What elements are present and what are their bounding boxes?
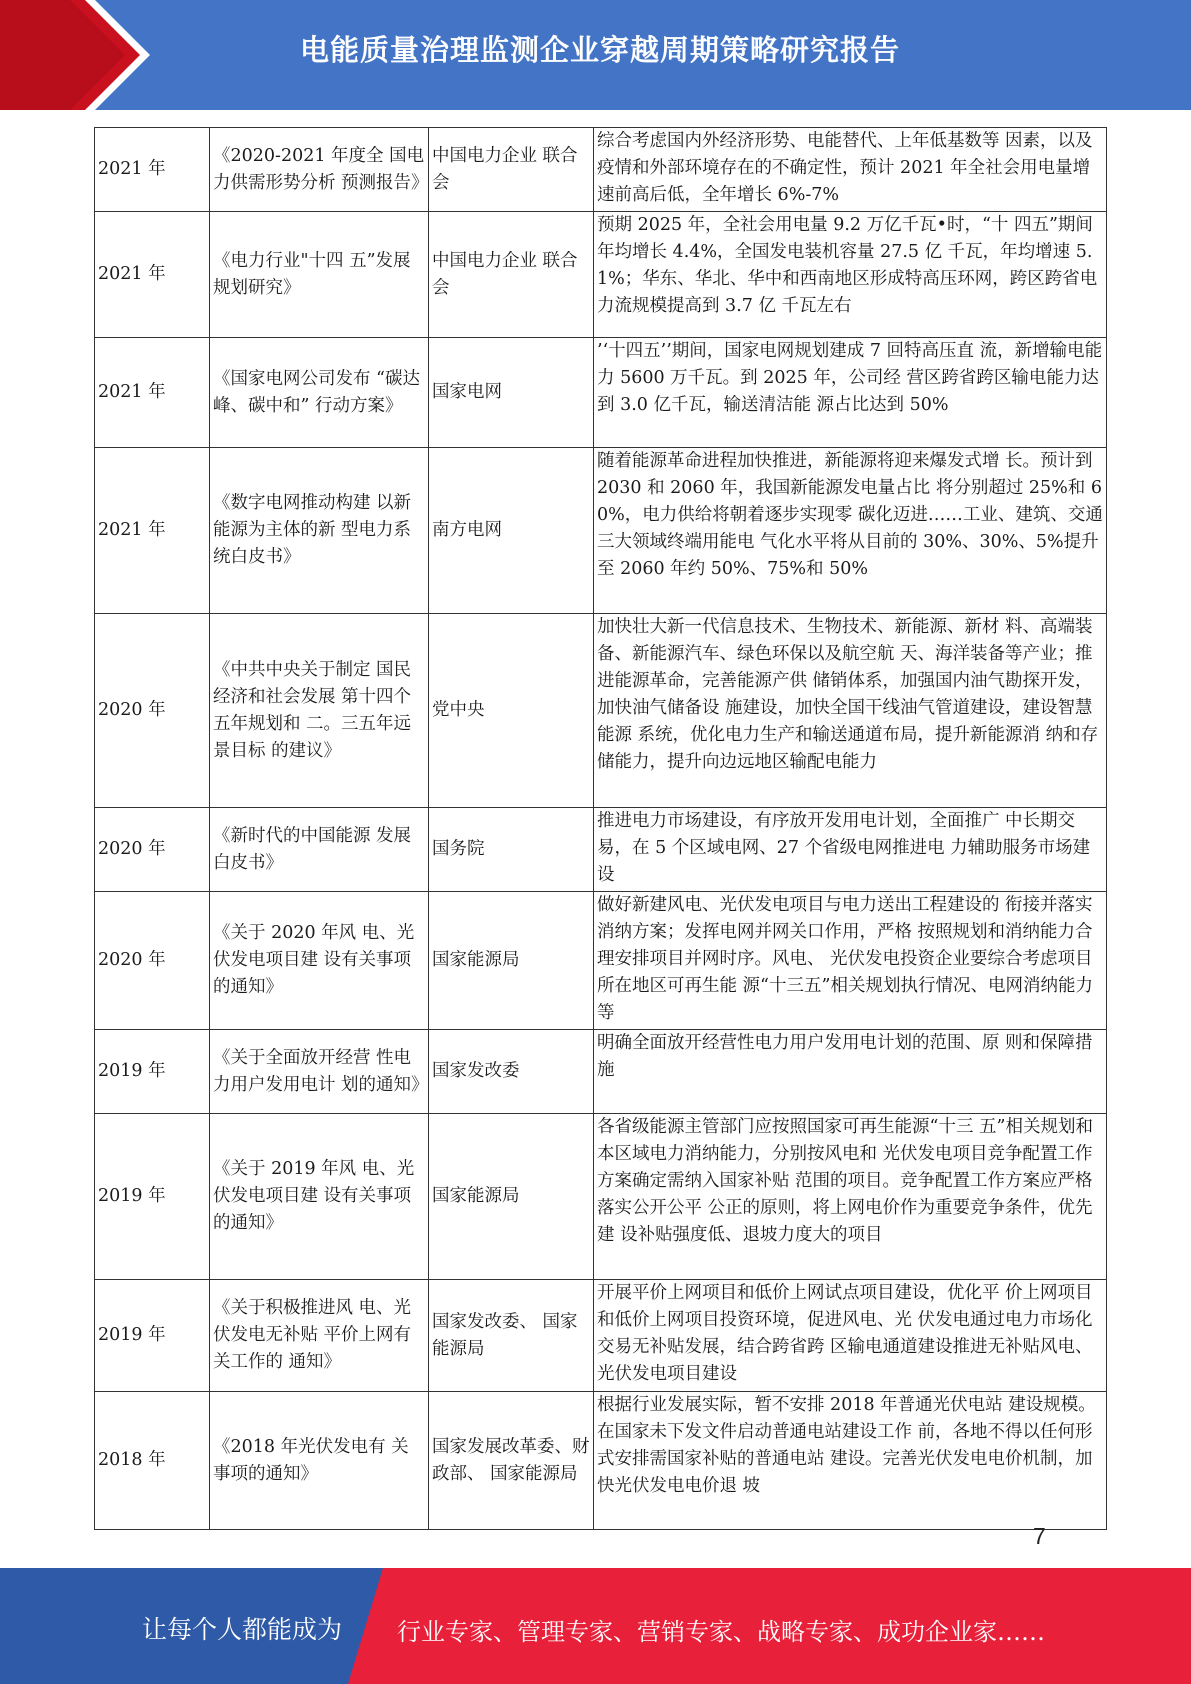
year-cell: 2021 年 [95,448,210,614]
content-cell: 各省级能源主管部门应按照国家可再生能源“十三 五”相关规划和本区域电力消纳能力，分别按风电和 光伏发电项目竞争配置工作方案确定需纳入国家补贴 范围的项目。竞争配置工作方案应严格落实公开公平 公正的原则，将上网电价作为重要竞争条件，优先建 设补贴强度低、退坡力度大的项目 [594,1114,1107,1280]
footer-slogan-left: 让每个人都能成为 [142,1615,343,1644]
table-row [95,1392,1107,1530]
issuer-cell: 南方电网 [429,448,594,614]
content-cell: 根据行业发展实际，暂不安排 2018 年普通光伏电站 建设规模。在国家未下发文件启动普通电站建设工作 前，各地不得以任何形式安排需国家补贴的普通电站 建设。完善光伏发电电价机制，加快光伏发电电价退 坡 [594,1392,1107,1530]
table-row [95,614,1107,808]
year-cell: 2021 年 [95,338,210,448]
report-title: 电能质量治理监测企业穿越周期策略研究报告 [300,33,901,67]
year-cell: 2020 年 [95,614,210,808]
document-cell: 《国家电网公司发布 “碳达峰、碳中和” 行动方案》 [210,338,429,448]
issuer-cell: 国家能源局 [429,1114,594,1280]
issuer-cell: 国家发改委 [429,1030,594,1114]
year-cell: 2019 年 [95,1030,210,1114]
content-cell: 综合考虑国内外经济形势、电能替代、上年低基数等 因素，以及疫情和外部环境存在的不确定性，预计 2021 年全社会用电量增速前高后低，全年增长 6%-7% [594,128,1107,212]
table-row [95,1030,1107,1114]
table-row [95,1280,1107,1392]
page-header [0,0,1191,110]
table-row [95,128,1107,212]
document-cell: 《关于积极推进风 电、光伏发电无补贴 平价上网有关工作的 通知》 [210,1280,429,1392]
content-cell: 做好新建风电、光伏发电项目与电力送出工程建设的 衔接并落实消纳方案；发挥电网并网关口作用，严格 按照规划和消纳能力合理安排项目并网时序。风电、 光伏发电投资企业要综合考虑项目所在地区可再生能 源“十三五”相关规划执行情况、电网消纳能力等 [594,892,1107,1030]
table-row [95,338,1107,448]
year-cell: 2019 年 [95,1280,210,1392]
content-cell: 推进电力市场建设，有序放开发用电计划，全面推广 中长期交易，在 5 个区域电网、27 个省级电网推进电 力辅助服务市场建设 [594,808,1107,892]
table-row [95,892,1107,1030]
year-cell: 2019 年 [95,1114,210,1280]
table-row [95,448,1107,614]
issuer-cell: 国家发展改革委、财政部、 国家能源局 [429,1392,594,1530]
issuer-cell: 国务院 [429,808,594,892]
document-cell: 《数字电网推动构建 以新能源为主体的新 型电力系统白皮书》 [210,448,429,614]
year-cell: 2021 年 [95,212,210,338]
document-cell: 《电力行业"十四 五”发展规划研究》 [210,212,429,338]
document-cell: 《中共中央关于制定 国民经济和社会发展 第十四个五年规划和 二。三五年远景目标 的建议》 [210,614,429,808]
document-cell: 《新时代的中国能源 发展白皮书》 [210,808,429,892]
content-cell: 随着能源革命进程加快推进，新能源将迎来爆发式增 长。预计到 2030 和 2060 年，我国新能源发电量占比 将分别超过 25%和 60%，电力供给将朝着逐步实现零 碳化迈进……工业、建筑、交通三大领域终端用能电 气化水平将从目前的 30%、30%、5%提升至 2060 年约 50%、75%和 50% [594,448,1107,614]
document-cell: 《关于 2019 年风 电、光伏发电项目建 设有关事项的通知》 [210,1114,429,1280]
page-footer [0,1568,1191,1684]
year-cell: 2020 年 [95,808,210,892]
content-cell: 明确全面放开经营性电力用户发用电计划的范围、原 则和保障措施 [594,1030,1107,1114]
policy-table [94,127,1107,1530]
document-cell: 《关于全面放开经营 性电力用户发用电计 划的通知》 [210,1030,429,1114]
year-cell: 2018 年 [95,1392,210,1530]
issuer-cell: 中国电力企业 联合会 [429,128,594,212]
table-row [95,808,1107,892]
document-cell: 《2018 年光伏发电有 关事项的通知》 [210,1392,429,1530]
table-row [95,212,1107,338]
issuer-cell: 党中央 [429,614,594,808]
issuer-cell: 国家电网 [429,338,594,448]
issuer-cell: 国家能源局 [429,892,594,1030]
content-cell: 加快壮大新一代信息技术、生物技术、新能源、新材 料、高端装备、新能源汽车、绿色环保以及航空航 天、海洋装备等产业；推进能源革命，完善能源产供 储销体系，加强国内油气勘探开发，加快油气储备设 施建设，加快全国干线油气管道建设，建设智慧能源 系统，优化电力生产和输送通道布局，提升新能源消 纳和存储能力，提升向边远地区输配电能力 [594,614,1107,808]
year-cell: 2020 年 [95,892,210,1030]
page-number: 7 [1033,1523,1046,1549]
content-cell: ’‘十四五’’期间，国家电网规划建成 7 回特高压直 流，新增输电能力 5600 万千瓦。到 2025 年，公司经 营区跨省跨区输电能力达到 3.0 亿千瓦，输送清洁能 源占比达到 50% [594,338,1107,448]
content-cell: 开展平价上网项目和低价上网试点项目建设，优化平 价上网项目和低价上网项目投资环境，促进风电、光 伏发电通过电力市场化交易无补贴发展，结合跨省跨 区输电通道建设推进无补贴风电、光伏发电项目建设 [594,1280,1107,1392]
issuer-cell: 国家发改委、 国家能源局 [429,1280,594,1392]
document-cell: 《关于 2020 年风 电、光伏发电项目建 设有关事项的通知》 [210,892,429,1030]
document-cell: 《2020-2021 年度全 国电力供需形势分析 预测报告》 [210,128,429,212]
year-cell: 2021 年 [95,128,210,212]
content-cell: 预期 2025 年，全社会用电量 9.2 万亿千瓦•时，“十 四五”期间年均增长 4.4%，全国发电装机容量 27.5 亿 千瓦，年均增速 5.1%；华东、华北、华中和西南地区形成特高压环网，跨区跨省电力流规模提高到 3.7 亿 千瓦左右 [594,212,1107,338]
issuer-cell: 中国电力企业 联合会 [429,212,594,338]
footer-slogan-right: 行业专家、管理专家、营销专家、战略专家、成功企业家…… [397,1618,1045,1646]
table-row [95,1114,1107,1280]
